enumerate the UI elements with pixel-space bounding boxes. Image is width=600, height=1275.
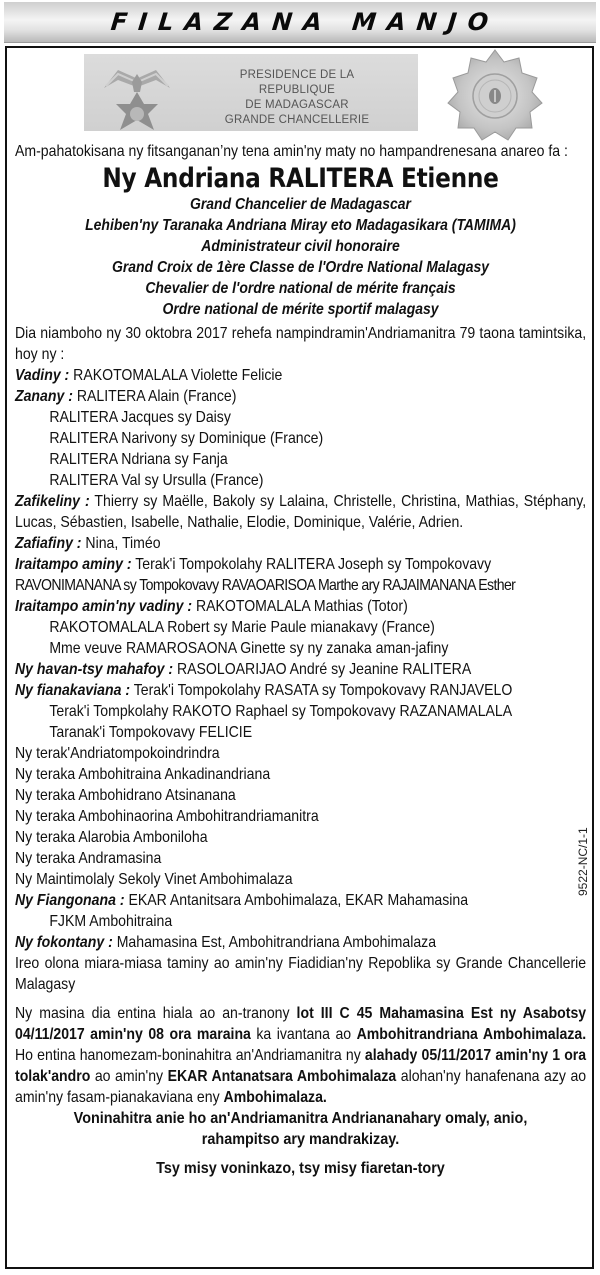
notice-frame xyxy=(5,46,594,1269)
notice-banner xyxy=(4,2,596,43)
grande-chancellerie-header xyxy=(84,54,418,131)
teraka-item: Ny Maintimolaly Sekoly Vinet Ambohimalaza xyxy=(15,871,293,888)
fokontany-line xyxy=(15,932,586,953)
fiangonana-label: Ny Fiangonana : xyxy=(15,892,125,909)
teraka-item: Ny terak'Andriatompokoindrindra xyxy=(15,745,220,762)
banner-title: FILAZANA MANJO xyxy=(109,8,501,36)
funeral-details xyxy=(15,1003,586,1108)
notice-body xyxy=(15,141,586,1179)
fianakaviana-item: Taranak'i Tompokovavy FELICIE xyxy=(49,724,253,741)
funeral-service-time: alahady 05/11/2017 amin'ny 1 ora tolak'andro xyxy=(15,1047,587,1085)
zafikeliny-value: Thierry sy Maëlle, Bakoly sy Lalaina, Christelle, Christina, Mathias, Stéphany, Lucas, Sébastien, Isabelle, Nathalie, Elodie, Dominique, Valérie, Adrien. xyxy=(15,493,587,531)
intro-text: Am-pahatokisana ny fitsanganan’ny tena amin'ny maty no hampandrenesana anareo fa : xyxy=(15,143,568,160)
star-order-medal-icon xyxy=(444,48,546,142)
crest-line: GRANDE CHANCELLERIE xyxy=(224,114,370,126)
title-line: Lehiben'ny Taranaka Andriana Miray eto Madagasikara (TAMIMA) xyxy=(85,217,516,234)
fiangonana-value: EKAR Antanitsara Ambohimalaza, EKAR Mahamasina xyxy=(128,892,469,909)
teraka-item: Ny teraka Ambohitraina Ankadinandriana xyxy=(15,766,271,783)
no-flowers-notice: Tsy misy voninkazo, tsy misy fiaretan-tory xyxy=(156,1160,445,1177)
funeral-departure: lot III C 45 Mahamasina Est ny Asabotsy 04/11/2017 amin'ny 08 ora maraina xyxy=(15,1005,587,1043)
title-line: Grand Chancelier de Madagascar xyxy=(190,196,411,213)
fokontany-label: Ny fokontany : xyxy=(15,934,113,951)
fianakaviana-label: Ny fianakaviana : xyxy=(15,682,131,699)
deceased-name: Ny Andriana RALITERA Etienne xyxy=(102,163,499,194)
zanany-item: RALITERA Ndriana sy Fanja xyxy=(49,451,228,468)
colleagues-text: Ireo olona miara-miasa taminy ao amin'ny Fiadidian'ny Repoblika sy Grande Chancellerie Malagasy xyxy=(15,955,587,993)
funeral-burial-place: Ambohimalaza. xyxy=(223,1089,327,1106)
iraitampo-aminy-line xyxy=(15,554,586,575)
havan-tsy-mahafoy-line xyxy=(15,659,586,680)
zanany-item: RALITERA Val sy Ursulla (France) xyxy=(49,472,264,489)
funeral-church: EKAR Antanatsara Ambohimalaza xyxy=(167,1068,397,1085)
closing-prayer-line: rahampitso ary mandrakizay. xyxy=(201,1131,400,1148)
funeral-text: alohan'ny hanafenana azy ao amin'ny fasam-pianakaviana eny xyxy=(15,1068,587,1106)
fiangonana-line xyxy=(15,890,586,911)
iraitampo-aminy-cont: RAVONIMANANA sy Tompokovavy RAVAOARISOA Marthe ary RAJAIMANANA Esther xyxy=(15,577,516,594)
fianakaviana-value: Terak'i Tompokolahy RASATA sy Tompokovavy RANJAVELO xyxy=(133,682,513,699)
iraitampo-aminy-value: Terak'i Tompokolahy RALITERA Joseph sy Tompokovavy xyxy=(135,556,492,573)
fokontany-value: Mahamasina Est, Ambohitrandriana Ambohimalaza xyxy=(116,934,437,951)
death-notice: Dia niamboho ny 30 oktobra 2017 rehefa nampindramin'Andriamanitra 79 taona tamintsika, hoy ny : xyxy=(15,325,587,363)
deceased-titles xyxy=(44,194,558,320)
havan-tsy-mahafoy-value: RASOLOARIJAO André sy Jeanine RALITERA xyxy=(176,661,472,678)
teraka-item: Ny teraka Ambohinaorina Ambohitrandriamanitra xyxy=(15,808,319,825)
teraka-item: Ny teraka Alarobia Amboniloha xyxy=(15,829,208,846)
iraitampo-vadiny-label: Iraitampo amin'ny vadiny : xyxy=(15,598,193,615)
vadiny-label: Vadiny : xyxy=(15,367,70,384)
funeral-text: ka ivantana ao xyxy=(250,1026,357,1043)
fiangonana-item: FJKM Ambohitraina xyxy=(49,913,173,930)
crest-line: PRESIDENCE DE LA REPUBLIQUE xyxy=(239,69,355,96)
teraka-item: Ny teraka Ambohidrano Atsinanana xyxy=(15,787,236,804)
crest-line: DE MADAGASCAR xyxy=(245,99,349,111)
iraitampo-aminy-label: Iraitampo aminy : xyxy=(15,556,132,573)
zafikeliny-line xyxy=(15,491,586,533)
crest-text xyxy=(202,68,392,128)
zafiafiny-value: Nina, Timéo xyxy=(85,535,161,552)
title-line: Ordre national de mérite sportif malagasy xyxy=(162,301,439,318)
vadiny-value: RAKOTOMALALA Violette Felicie xyxy=(73,367,283,384)
medal-cross-ribbon-icon xyxy=(96,60,178,134)
funeral-text: ao amin'ny xyxy=(90,1068,168,1085)
title-line: Administrateur civil honoraire xyxy=(201,238,400,255)
funeral-destination: Ambohitrandriana Ambohimalaza. xyxy=(356,1026,587,1043)
zanany-item: RALITERA Narivony sy Dominique (France) xyxy=(49,430,324,447)
closing-prayer-line: Voninahitra anie ho an'Andriamanitra Andriananahary omaly, anio, xyxy=(73,1110,528,1127)
zafikeliny-label: Zafikeliny : xyxy=(15,493,90,510)
title-line: Grand Croix de 1ère Classe de l'Ordre National Malagasy xyxy=(111,259,490,276)
teraka-item: Ny teraka Andramasina xyxy=(15,850,162,867)
havan-tsy-mahafoy-label: Ny havan-tsy mahafoy : xyxy=(15,661,174,678)
zafiafiny-label: Zafiafiny : xyxy=(15,535,82,552)
zanany-line xyxy=(15,386,586,407)
iraitampo-vadiny-line xyxy=(15,596,586,617)
funeral-text: Ho entina hanomezam-boninahitra an'Andriamanitra ny xyxy=(15,1047,365,1064)
reference-code: 9522-NC/1-1 xyxy=(576,827,590,896)
funeral-text: Ny masina dia entina hiala ao an-tranony xyxy=(15,1005,297,1022)
iraitampo-vadiny-value: RAKOTOMALALA Mathias (Totor) xyxy=(195,598,408,615)
zafiafiny-line xyxy=(15,533,586,554)
iraitampo-vadiny-item: RAKOTOMALALA Robert sy Marie Paule mianakavy (France) xyxy=(49,619,435,636)
zanany-value: RALITERA Alain (France) xyxy=(76,388,237,405)
zanany-item: RALITERA Jacques sy Daisy xyxy=(49,409,231,426)
fianakaviana-item: Terak'i Tompkolahy RAKOTO Raphael sy Tompokovavy RAZANAMALALA xyxy=(49,703,513,720)
zanany-label: Zanany : xyxy=(15,388,73,405)
fianakaviana-line xyxy=(15,680,586,701)
title-line: Chevalier de l'ordre national de mérite français xyxy=(145,280,456,297)
vadiny-line xyxy=(15,365,586,386)
iraitampo-vadiny-item: Mme veuve RAMAROSAONA Ginette sy ny zanaka aman-jafiny xyxy=(49,640,449,657)
